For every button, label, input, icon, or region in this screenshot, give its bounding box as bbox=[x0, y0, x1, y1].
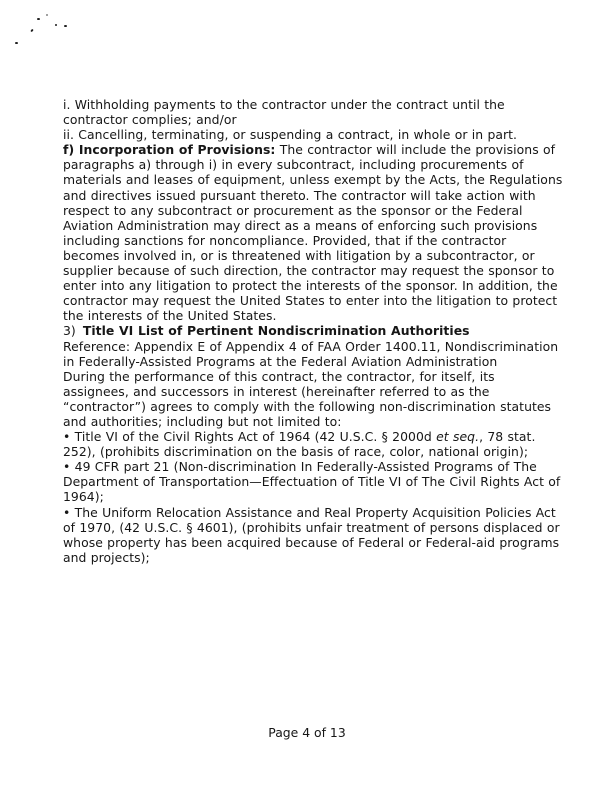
incorporation-label: f) Incorporation of Provisions: bbox=[63, 142, 276, 158]
scan-speckle bbox=[30, 29, 33, 33]
bullet-49-cfr-part-21: • 49 CFR part 21 (Non-discrimination In Federally-Assisted Programs of The Department of Transportation—Effectuation of Title VI of The Civil Rights Act of 1964); bbox=[63, 459, 561, 505]
paragraph-reference: Reference: Appendix E of Appendix 4 of FAA Order 1400.11, Nondiscrimination in Federally-Assisted Programs at the Federal Aviation Administration bbox=[63, 338, 559, 369]
document-body bbox=[63, 97, 564, 565]
paragraph-during-performance: During the performance of this contract, the contractor, for itself, its assignees, and successors in interest (hereinafter referred to as the “contractor”) agrees to comply with the following non-discrimination statutes and authorities; including but not limited to: bbox=[63, 368, 552, 429]
heading-number: 3) bbox=[63, 323, 76, 339]
scan-speckle bbox=[64, 25, 67, 27]
page-number-footer: Page 4 of 13 bbox=[268, 725, 346, 740]
heading-title: Title VI List of Pertinent Nondiscrimination Authorities bbox=[82, 323, 470, 339]
scan-speckle bbox=[37, 18, 40, 20]
section-heading-title-vi-list bbox=[63, 323, 564, 338]
bullet-title-vi-text-pre: • Title VI of the Civil Rights Act of 1964 (42 U.S.C. § 2000d bbox=[63, 429, 437, 445]
scan-speckle bbox=[15, 42, 18, 44]
incorporation-body-text: The contractor will include the provisions of paragraphs a) through i) in every subcontract, including procurements of materials and leases of equipment, unless exempt by the Acts, the Regulations and directives issued pursuant thereto. The contractor will take action with respect to any subcontract or procurement as the sponsor or the Federal Aviation Administration may direct as a means of enforcing such provisions including sanctions for noncompliance. Provided, that if the contractor becomes involved in, or is threatened with litigation by a subcontractor, or supplier because of such direction, the contractor may request the sponsor to enter into any litigation to protect the interests of the sponsor. In addition, the contractor may request the United States to enter into the litigation to protect the interests of the United States. bbox=[63, 142, 563, 324]
scan-speckle bbox=[55, 24, 57, 26]
bullet-title-vi-text-post: , 78 stat. 252), (prohibits discrimination on the basis of race, color, national origin); bbox=[63, 429, 536, 460]
paragraph-cancelling-contract: ii. Cancelling, terminating, or suspending a contract, in whole or in part. bbox=[63, 127, 518, 143]
scan-speckle bbox=[46, 14, 48, 16]
bullet-uniform-relocation-act: • The Uniform Relocation Assistance and Real Property Acquisition Policies Act of 1970, (42 U.S.C. § 4601), (prohibits unfair treatment of persons displaced or whose property has been acquired because of Federal or Federal-aid programs and projects); bbox=[63, 504, 560, 565]
bullet-title-vi-et-seq: et seq. bbox=[436, 429, 480, 445]
paragraph-withholding-payments: i. Withholding payments to the contractor under the contract until the contractor complies; and/or bbox=[63, 97, 505, 128]
bullet-title-vi-civil-rights-act bbox=[63, 429, 564, 459]
paragraph-incorporation-of-provisions bbox=[63, 142, 564, 323]
